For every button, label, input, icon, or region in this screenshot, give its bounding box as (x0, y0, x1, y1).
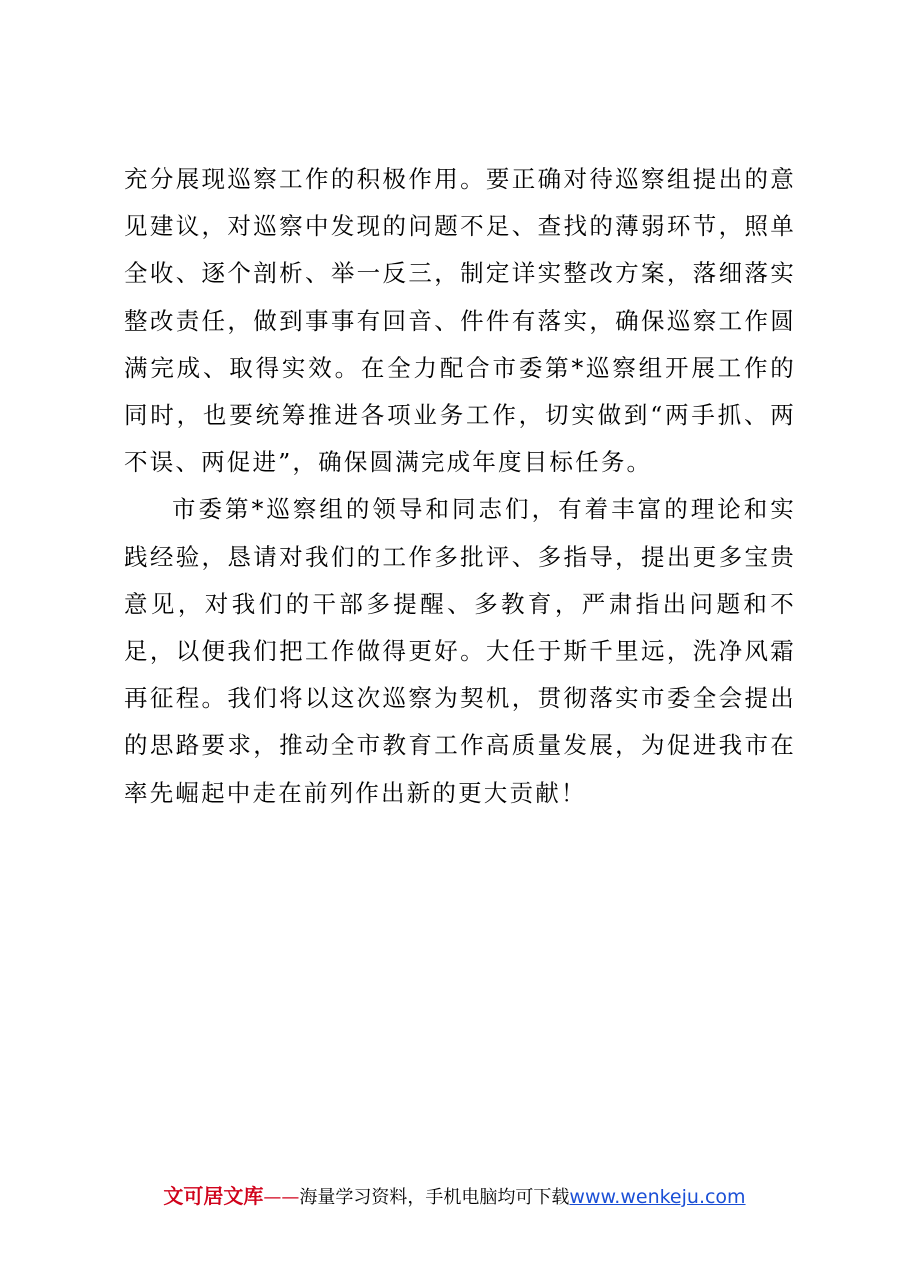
document-body (124, 156, 796, 817)
paragraph-2: 市委第*巡察组的领导和同志们，有着丰富的理论和实践经验，恳请对我们的工作多批评、多指导，提出更多宝贵意见，对我们的干部多提醒、多教育，严肃指出问题和不足，以便我们把工作做得更好。大任于斯千里远，洗净风霜再征程。我们将以这次巡察为契机，贯彻落实市委全会提出的思路要求，推动全市教育工作高质量发展，为促进我市在率先崛起中走在前列作出新的更大贡献！ (124, 495, 796, 807)
footer-brand: 文可居文库 (163, 1184, 264, 1208)
footer-slogan: 海量学习资料，手机电脑均可下载 (299, 1187, 570, 1208)
footer-banner (0, 1180, 909, 1214)
footer-dash: —— (263, 1187, 300, 1208)
paragraph-1: 充分展现巡察工作的积极作用。要正确对待巡察组提出的意见建议，对巡察中发现的问题不足、查找的薄弱环节，照单全收、逐个剖析、举一反三，制定详实整改方案，落细落实整改责任，做到事事有回音、件件有落实，确保巡察工作圆满完成、取得实效。在全力配合市委第*巡察组开展工作的同时，也要统筹推进各项业务工作，切实做到“两手抓、两不误、两促进”，确保圆满完成年度目标任务。 (124, 165, 796, 477)
footer-site-link[interactable]: www.wenkeju.com (569, 1186, 746, 1208)
